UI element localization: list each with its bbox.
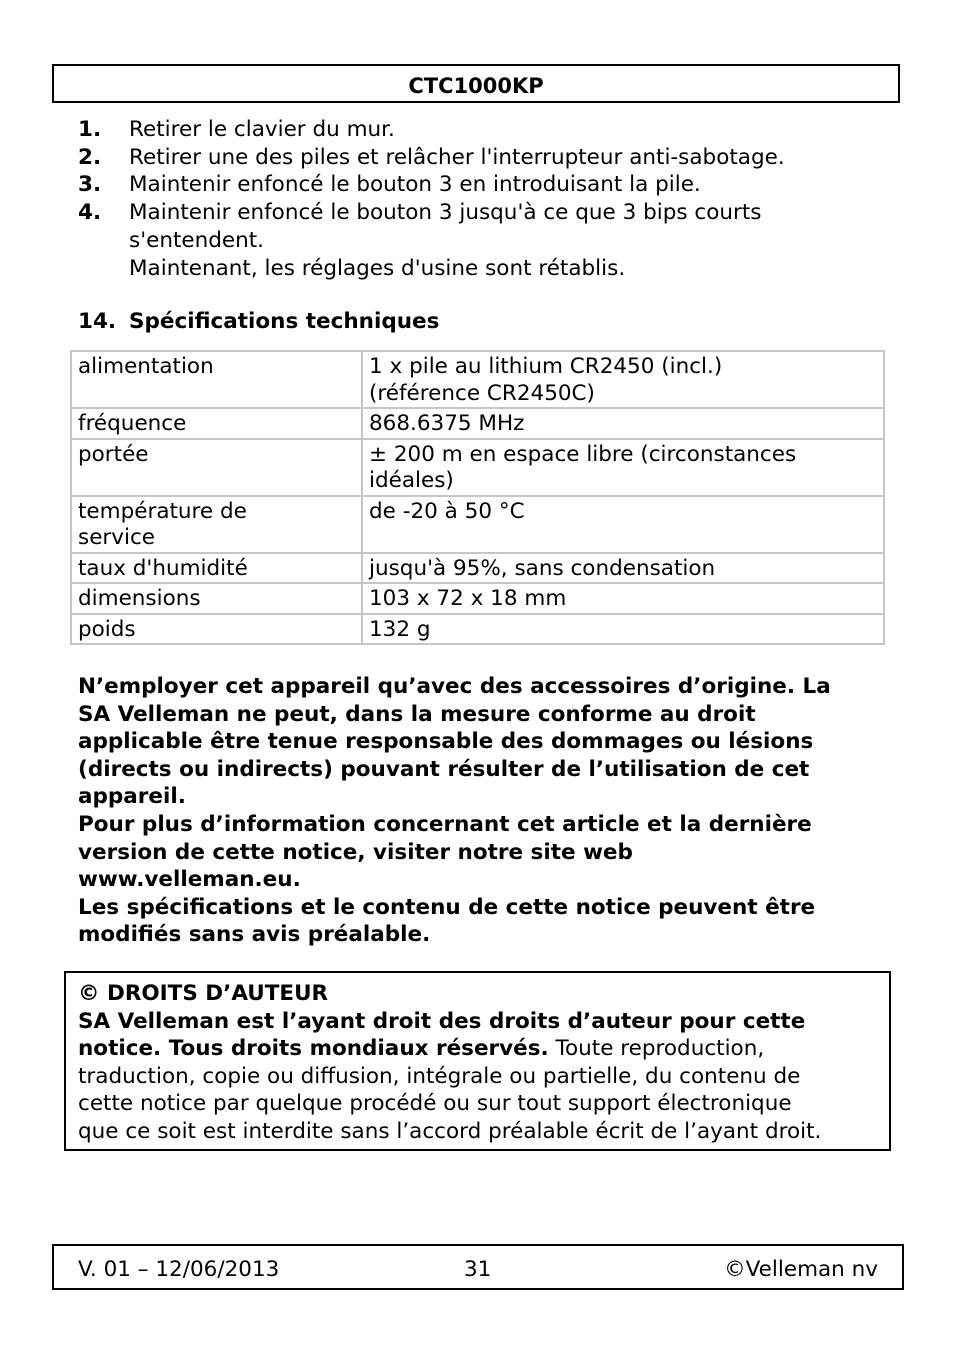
copyright-text: que ce soit est interdite sans l’accord préalable écrit de l’ayant droit.	[78, 1118, 822, 1144]
footer-version: V. 01 – 12/06/2013	[78, 1257, 280, 1282]
table-row	[71, 439, 884, 496]
copyright-box	[64, 971, 891, 1151]
list-item	[78, 199, 878, 282]
step-number: 1.	[78, 117, 102, 142]
copyright-heading: © DROITS D’AUTEUR	[78, 981, 329, 1006]
spec-value: 132 g	[362, 614, 884, 645]
table-row	[71, 408, 884, 439]
list-item	[78, 116, 878, 144]
spec-value: de -20 à 50 °C	[362, 496, 884, 553]
page-number: 31	[464, 1257, 492, 1282]
spec-value: 1 x pile au lithium CR2450 (incl.) (référence CR2450C)	[362, 351, 884, 408]
spec-value: 103 x 72 x 18 mm	[362, 583, 884, 614]
spec-value: 868.6375 MHz	[362, 408, 884, 439]
step-number: 2.	[78, 144, 102, 170]
notice-paragraph: N’employer cet appareil qu’avec des accessoires d’origine. La SA Velleman ne peut, dans la mesure conforme au droit applicable être tenue responsable des dommages ou lésions (directs ou indirects) pouvant résulter de l’utilisation de cet appareil.	[78, 674, 831, 810]
copyright-bold-text: notice. Tous droits mondiaux réservés.	[78, 1036, 549, 1062]
specs-table	[70, 350, 885, 645]
document-title: CTC1000KP	[408, 74, 544, 98]
copyright-bold-text: SA Velleman est l’ayant droit des droits d’auteur pour cette	[78, 1008, 806, 1034]
spec-value: jusqu'à 95%, sans condensation	[362, 553, 884, 584]
copyright-text: traduction, copie ou diffusion, intégrale ou partielle, du contenu de	[78, 1063, 801, 1089]
spec-label: fréquence	[71, 408, 362, 439]
copyright-text: Toute reproduction,	[548, 1036, 765, 1062]
step-text: Maintenir enfoncé le bouton 3 en introduisant la pile.	[129, 172, 701, 198]
list-item	[78, 171, 878, 199]
spec-label: température de service	[71, 496, 362, 553]
copyright-text: cette notice par quelque procédé ou sur tout support électronique	[78, 1091, 792, 1117]
table-row	[71, 553, 884, 584]
section-number: 14.	[78, 309, 117, 334]
list-item	[78, 144, 878, 172]
step-text: Retirer une des piles et relâcher l'interrupteur anti-sabotage.	[129, 144, 785, 170]
table-row	[71, 351, 884, 408]
step-number: 3.	[78, 172, 102, 198]
table-row	[71, 583, 884, 614]
notice-block	[78, 673, 878, 949]
spec-label: dimensions	[71, 583, 362, 614]
spec-value: ± 200 m en espace libre (circonstances idéales)	[362, 439, 884, 496]
table-row	[71, 496, 884, 553]
spec-label: taux d'humidité	[71, 553, 362, 584]
step-text: Retirer le clavier du mur.	[129, 117, 395, 142]
footer-company: ©Velleman nv	[724, 1257, 878, 1282]
notice-paragraph: Les spécifications et le contenu de cette notice peuvent être modifiés sans avis préalable.	[78, 894, 816, 948]
section-title: Spécifications techniques	[129, 309, 440, 334]
step-number: 4.	[78, 200, 102, 226]
page-footer	[52, 1244, 904, 1290]
spec-label: portée	[71, 439, 362, 496]
document-header	[52, 64, 900, 103]
table-row	[71, 614, 884, 645]
steps-list	[78, 116, 878, 282]
step-text: Maintenir enfoncé le bouton 3 jusqu'à ce que 3 bips courts s'entendent. Maintenant, les réglages d'usine sont rétablis.	[129, 200, 762, 281]
spec-label: poids	[71, 614, 362, 645]
spec-label: alimentation	[71, 351, 362, 408]
section-heading	[78, 308, 439, 336]
notice-paragraph: Pour plus d’information concernant cet article et la dernière version de cette notice, visiter notre site web www.velleman.eu.	[78, 811, 812, 893]
